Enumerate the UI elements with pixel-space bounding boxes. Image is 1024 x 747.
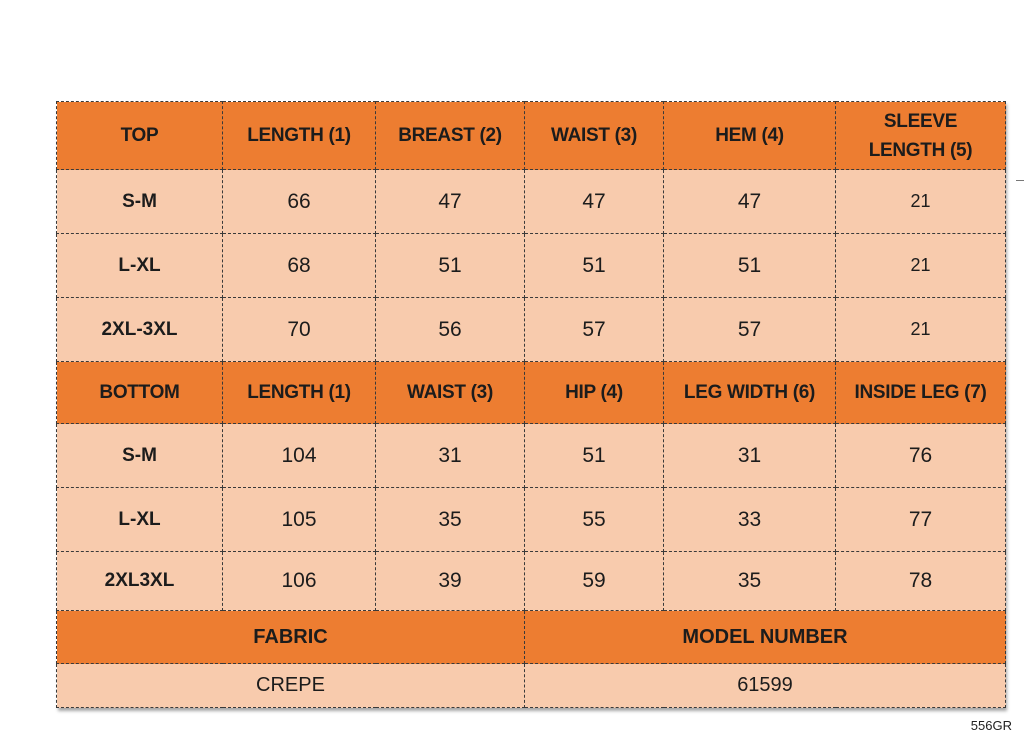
length-header-cell: LENGTH (1) [223,102,376,170]
table-cell: 47 [525,170,664,234]
size-label: S-M [57,170,223,234]
table-row [57,170,1006,234]
top-header-cell: TOP [57,102,223,170]
table-cell: 21 [836,298,1006,362]
table-cell: 106 [223,552,376,611]
top-header-row [57,102,1006,170]
table-cell: 31 [664,424,836,488]
table-cell: 51 [525,424,664,488]
watermark-code: 556GR [970,718,1012,733]
table-cell: 31 [376,424,525,488]
waist-header-cell: WAIST (3) [525,102,664,170]
table-row [57,234,1006,298]
breast-header-cell: BREAST (2) [376,102,525,170]
table-cell: 35 [376,488,525,552]
size-label: L-XL [57,488,223,552]
table-row [57,298,1006,362]
bottom-header-row [57,362,1006,424]
table-cell: 76 [836,424,1006,488]
bottom-header-cell: BOTTOM [57,362,223,424]
table-cell: 105 [223,488,376,552]
table-row [57,424,1006,488]
table-cell: 51 [664,234,836,298]
size-table [56,101,1006,708]
table-cell: 68 [223,234,376,298]
table-cell: 59 [525,552,664,611]
size-label: S-M [57,424,223,488]
table-cell: 47 [376,170,525,234]
hem-header-cell: HEM (4) [664,102,836,170]
table-cell: 21 [836,234,1006,298]
table-cell: 51 [376,234,525,298]
info-value-row [57,664,1006,708]
table-cell: 66 [223,170,376,234]
edge-tick [1016,180,1024,181]
table-cell: 39 [376,552,525,611]
table-row [57,552,1006,611]
fabric-header-cell: FABRIC [57,611,525,664]
table-cell: 78 [836,552,1006,611]
table-cell: 57 [664,298,836,362]
inside-leg-header-cell: INSIDE LEG (7) [836,362,1006,424]
waist-header-cell: WAIST (3) [376,362,525,424]
table-cell: 55 [525,488,664,552]
size-label: L-XL [57,234,223,298]
size-chart [56,101,1005,708]
length-header-cell: LENGTH (1) [223,362,376,424]
model-number-header-cell: MODEL NUMBER [525,611,1006,664]
leg-width-header-cell: LEG WIDTH (6) [664,362,836,424]
sleeve-length-header-cell: SLEEVE LENGTH (5) [836,102,1006,170]
info-header-row [57,611,1006,664]
table-cell: 51 [525,234,664,298]
table-cell: 21 [836,170,1006,234]
table-cell: 47 [664,170,836,234]
table-row [57,488,1006,552]
table-cell: 57 [525,298,664,362]
size-label: 2XL-3XL [57,298,223,362]
table-cell: 70 [223,298,376,362]
table-cell: 33 [664,488,836,552]
hip-header-cell: HIP (4) [525,362,664,424]
table-cell: 35 [664,552,836,611]
fabric-value-cell: CREPE [57,664,525,708]
table-cell: 104 [223,424,376,488]
model-number-value-cell: 61599 [525,664,1006,708]
table-cell: 77 [836,488,1006,552]
size-label: 2XL3XL [57,552,223,611]
table-cell: 56 [376,298,525,362]
